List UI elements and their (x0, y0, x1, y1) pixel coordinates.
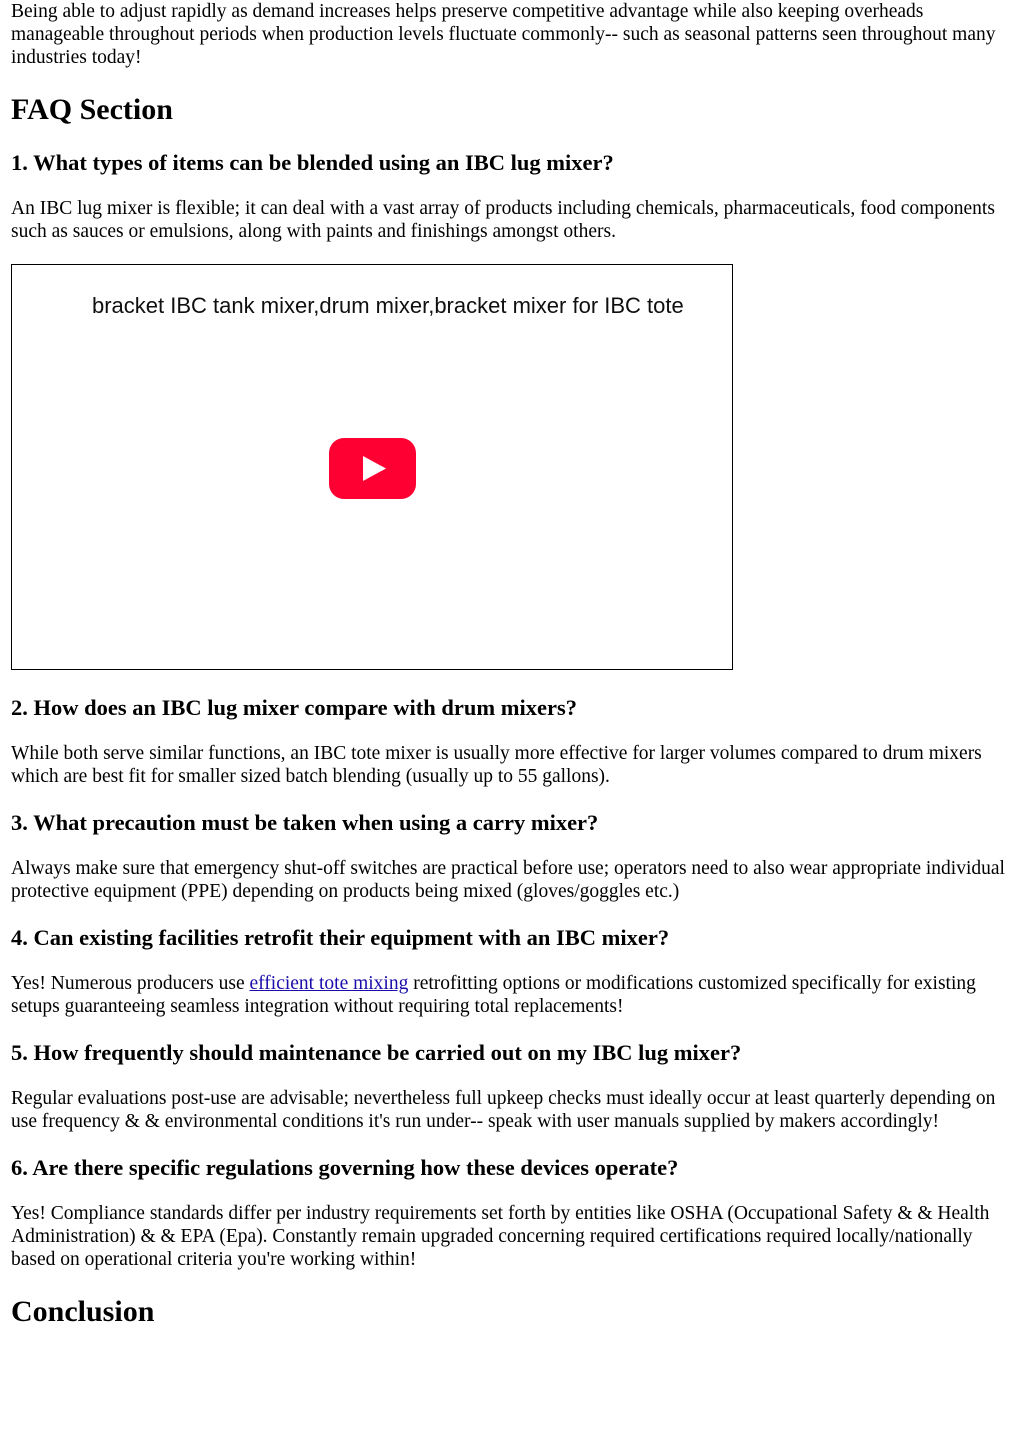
intro-paragraph: Being able to adjust rapidly as demand increases helps preserve competitive advantage while also keeping overheads manageable throughout periods when production levels fluctuate commonly-- such as seasonal patterns seen throughout many industries today! (11, 1, 996, 68)
faq-heading: FAQ Section (11, 93, 173, 126)
faq-answer-2: While both serve similar functions, an IBC tote mixer is usually more effective for larger volumes compared to drum mixers which are best fit for smaller sized batch blending (usually up to 55 gallons). (11, 743, 982, 787)
youtube-play-icon[interactable] (329, 438, 416, 499)
efficient-tote-mixing-link[interactable]: efficient tote mixing (249, 973, 409, 994)
faq-answer-1: An IBC lug mixer is flexible; it can deal with a vast array of products including chemicals, pharmaceuticals, food components such as sauces or emulsions, along with paints and finishings amongst others. (11, 198, 995, 242)
embedded-video-player[interactable] (11, 264, 733, 670)
faq-question-5: 5. How frequently should maintenance be carried out on my IBC lug mixer? (11, 1040, 742, 1065)
faq-answer-3: Always make sure that emergency shut-off switches are practical before use; operators need to also wear appropriate individual protective equipment (PPE) depending on products being mixed (gloves/goggles etc.) (11, 858, 1005, 902)
faq-answer-4-end: retrofitting options or modifications customized specifically for existing setups guaranteeing seamless integration without requiring total replacements! (11, 973, 976, 1017)
video-title[interactable]: bracket IBC tank mixer,drum mixer,bracket mixer for IBC tote (92, 293, 684, 318)
faq-answer-6: Yes! Compliance standards differ per industry requirements set forth by entities like OSHA (Occupational Safety & & Health Administration) & & EPA (Epa). Constantly remain upgraded concerning required certifications required locally/nationally based on operational criteria you're working within! (11, 1203, 990, 1270)
faq-question-4: 4. Can existing facilities retrofit their equipment with an IBC mixer? (11, 925, 670, 950)
faq-question-6: 6. Are there specific regulations governing how these devices operate? (11, 1155, 679, 1180)
faq-answer-4 (11, 972, 1013, 1018)
faq-answer-5: Regular evaluations post-use are advisable; nevertheless full upkeep checks must ideally occur at least quarterly depending on use frequency & & environmental conditions it's run under-- speak with user manuals supplied by makers accordingly! (11, 1088, 996, 1132)
conclusion-heading: Conclusion (11, 1295, 155, 1328)
faq-answer-4-start: Yes! Numerous producers use (11, 973, 250, 994)
faq-question-2: 2. How does an IBC lug mixer compare with drum mixers? (11, 695, 578, 720)
faq-question-1: 1. What types of items can be blended using an IBC lug mixer? (11, 150, 614, 175)
faq-question-3: 3. What precaution must be taken when using a carry mixer? (11, 810, 599, 835)
